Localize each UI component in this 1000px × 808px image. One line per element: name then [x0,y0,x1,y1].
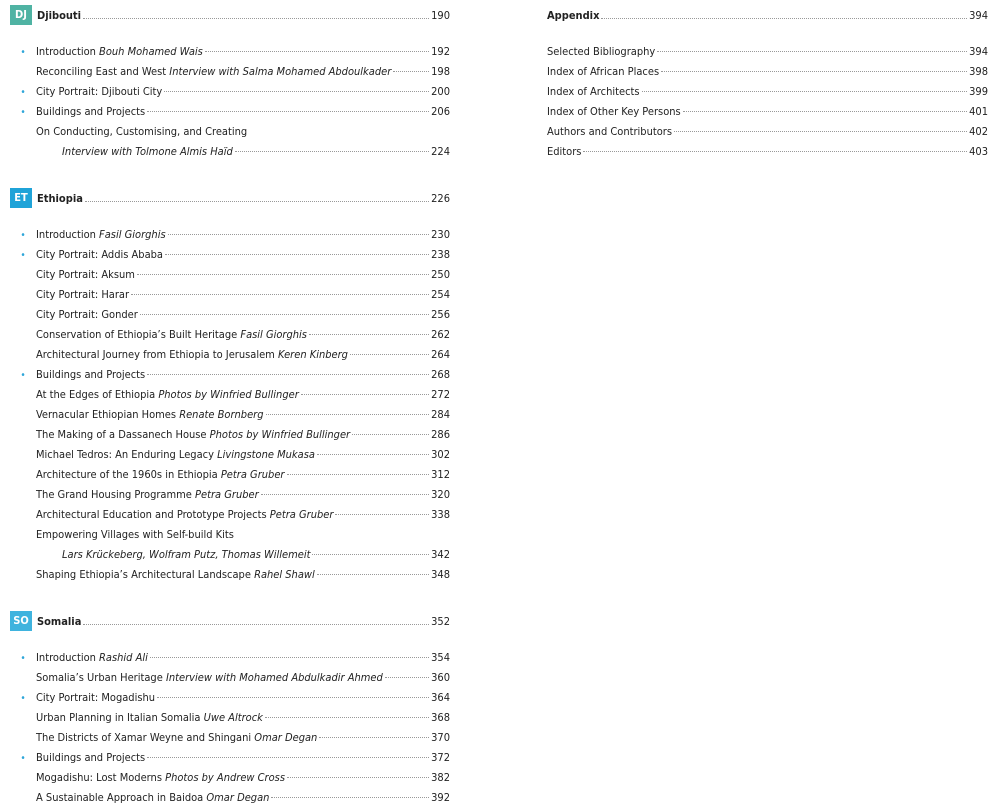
page-number: 403 [969,145,988,158]
bullet-icon: • [20,370,26,381]
toc-entry-multiline-author[interactable] [10,142,450,162]
toc-entry[interactable] [10,285,450,305]
page-number: 272 [431,388,450,401]
entry-title: A Sustainable Approach in Baidoa [36,791,207,804]
entry-title: Buildings and Projects [36,751,146,764]
toc-entry[interactable] [10,365,450,385]
section-title-ethiopia: Ethiopia [37,191,83,205]
toc-entry[interactable] [10,445,450,465]
leader-dots [157,697,429,698]
entry-title: Index of Architects [547,85,640,98]
entry-title: Michael Tedros: An Enduring Legacy [36,448,218,461]
page-number: 348 [431,568,450,581]
bullet-icon: • [20,653,26,664]
page-number: 192 [431,45,450,58]
entry-author: Petra Gruber [269,508,334,521]
page-number: 364 [431,691,450,704]
page-number: 394 [969,45,988,58]
entry-author: Bouh Mohamed Wais [99,45,203,58]
leader-dots [393,71,429,72]
entry-author: Photos by Andrew Cross [165,771,285,784]
section-ethiopia-header[interactable] [10,187,450,209]
entry-author: Fasil Giorghis [240,328,307,341]
toc-right-column [547,0,988,162]
entry-title: Architectural Education and Prototype Projects [36,508,270,521]
leader-dots [642,91,968,92]
page-number: 354 [431,651,450,664]
page-number: 401 [969,105,988,118]
leader-dots [319,737,429,738]
leader-dots [661,71,967,72]
toc-entry[interactable] [10,728,450,748]
toc-entry[interactable] [10,505,450,525]
entry-author: Petra Gruber [220,468,285,481]
entry-title: City Portrait: Gonder [36,308,138,321]
entry-title: Reconciling East and West [36,65,170,78]
leader-dots [261,494,429,495]
entry-author: Interview with Salma Mohamed Abdoulkader [169,65,392,78]
toc-entry[interactable] [10,385,450,405]
page-number: 200 [431,85,450,98]
toc-entry-multiline[interactable] [10,525,450,545]
entry-author: Uwe Altrock [203,711,263,724]
entry-title: Index of Other Key Persons [547,105,681,118]
page-number: 256 [431,308,450,321]
leader-dots [168,234,430,235]
entry-title: Editors [547,145,582,158]
toc-entry[interactable] [10,425,450,445]
entry-title: Architectural Journey from Ethiopia to Jerusalem [36,348,278,361]
bullet-icon: • [20,693,26,704]
entry-title: Introduction [36,45,100,58]
toc-entry[interactable] [10,225,450,245]
toc-entry[interactable] [10,485,450,505]
toc-entry[interactable] [10,648,450,668]
entry-author: Renate Bornberg [179,408,264,421]
toc-left-column [10,0,450,808]
entry-author: Rashid Ali [99,651,148,664]
section-appendix-header[interactable] [547,4,988,26]
leader-dots [140,314,429,315]
entry-title: The Grand Housing Programme [36,488,196,501]
leader-dots [165,254,429,255]
entry-title: Somalia’s Urban Heritage [36,671,166,684]
toc-entry[interactable] [547,62,988,82]
entry-title: City Portrait: Djibouti City [36,85,163,98]
toc-entry[interactable] [10,345,450,365]
entry-title: Introduction [36,651,100,664]
entry-title: Urban Planning in Italian Somalia [36,711,204,724]
page-number: 238 [431,248,450,261]
leader-dots [147,757,429,758]
page-number: 250 [431,268,450,281]
leader-dots [271,797,429,798]
leader-dots [601,18,967,19]
section-title-appendix: Appendix [547,8,600,22]
page-number: 382 [431,771,450,784]
entry-title: Selected Bibliography [547,45,656,58]
page-number: 286 [431,428,450,441]
toc-entry[interactable] [10,325,450,345]
entry-author: Petra Gruber [195,488,259,501]
leader-dots [164,91,429,92]
toc-entry[interactable] [10,42,450,62]
entry-title: City Portrait: Addis Ababa [36,248,163,261]
toc-entry[interactable] [547,122,988,142]
entry-title: The Making of a Dassanech House [36,428,210,441]
leader-dots [301,394,429,395]
entry-author: Photos by Winfried Bullinger [209,428,351,441]
leader-dots [137,274,429,275]
page-number: 198 [431,65,450,78]
toc-entry[interactable] [547,102,988,122]
leader-dots [335,514,429,515]
bullet-icon: • [20,47,26,58]
leader-dots [131,294,429,295]
toc-entry[interactable] [547,42,988,62]
page-number: 206 [431,105,450,118]
toc-entry[interactable] [547,82,988,102]
entry-title: At the Edges of Ethiopia [36,388,159,401]
leader-dots [352,434,429,435]
entry-title: Authors and Contributors [547,125,673,138]
leader-dots [150,657,429,658]
toc-entry[interactable] [10,465,450,485]
entry-title: City Portrait: Mogadishu [36,691,156,704]
toc-entry[interactable] [10,62,450,82]
entry-author: Omar Degan [206,791,270,804]
bullet-icon: • [20,107,26,118]
toc-entry[interactable] [10,768,450,788]
toc-entry[interactable] [10,305,450,325]
section-somalia-header[interactable] [10,610,450,632]
toc-entry[interactable] [10,102,450,122]
page-number: 360 [431,671,450,684]
entry-title: Vernacular Ethiopian Homes [36,408,180,421]
page-number: 312 [431,468,450,481]
toc-entry[interactable] [10,708,450,728]
leader-dots [317,454,429,455]
leader-dots [657,51,967,52]
page-number: 398 [969,65,988,78]
page-number: 370 [431,731,450,744]
leader-dots [83,624,429,625]
page-number: 230 [431,228,450,241]
bullet-icon: • [20,753,26,764]
toc-entry[interactable] [10,265,450,285]
leader-dots [287,777,429,778]
toc-entry[interactable] [10,82,450,102]
entry-title: Shaping Ethiopia’s Architectural Landscape [36,568,255,581]
entry-title: Introduction [36,228,100,241]
entry-title: Architecture of the 1960s in Ethiopia [36,468,221,481]
entry-title: Mogadishu: Lost Moderns [36,771,166,784]
entry-title: The Districts of Xamar Weyne and Shingani [36,731,255,744]
page-number: 320 [431,488,450,501]
section-djibouti-header[interactable] [10,4,450,26]
toc-entry-multiline-author[interactable] [10,545,450,565]
page-number: 352 [431,614,450,628]
leader-dots [309,334,429,335]
entry-author: Interview with Mohamed Abdulkadir Ahmed [165,671,383,684]
leader-dots [83,18,429,19]
leader-dots [266,414,430,415]
page-number: 338 [431,508,450,521]
country-badge-djibouti: DJ [10,5,32,25]
toc-entry[interactable] [10,688,450,708]
page-number: 368 [431,711,450,724]
toc-entry[interactable] [547,142,988,162]
entry-author: Rahel Shawl [254,568,315,581]
page-number: 262 [431,328,450,341]
toc-entry[interactable] [10,245,450,265]
leader-dots [147,111,429,112]
leader-dots [674,131,967,132]
entry-author: Livingstone Mukasa [217,448,315,461]
page-number: 399 [969,85,988,98]
leader-dots [583,151,967,152]
section-title-somalia: Somalia [37,614,82,628]
leader-dots [205,51,429,52]
leader-dots [147,374,429,375]
entry-author: Interview with Tolmone Almis Haïd [62,145,233,158]
toc-entry[interactable] [10,668,450,688]
page-number: 342 [431,548,450,561]
page-number: 302 [431,448,450,461]
page-number: 402 [969,125,988,138]
toc-entry[interactable] [10,405,450,425]
bullet-icon: • [20,87,26,98]
entry-title: City Portrait: Aksum [36,268,135,281]
entry-author: Keren Kinberg [277,348,348,361]
entry-title: City Portrait: Harar [36,288,130,301]
toc-entry-multiline[interactable] [10,122,450,142]
bullet-icon: • [20,230,26,241]
entry-title: Conservation of Ethiopia’s Built Heritage [36,328,241,341]
leader-dots [287,474,430,475]
toc-entry[interactable] [10,788,450,808]
entry-title: Buildings and Projects [36,368,146,381]
leader-dots [85,201,429,202]
country-badge-somalia: SO [10,611,32,631]
leader-dots [350,354,429,355]
country-badge-ethiopia: ET [10,188,32,208]
entry-author: Omar Degan [254,731,318,744]
entry-author: Lars Krückeberg, Wolfram Putz, Thomas Willemeit [62,548,311,561]
page-number: 372 [431,751,450,764]
entry-title: On Conducting, Customising, and Creating [36,125,248,138]
toc-entry[interactable] [10,565,450,585]
page-number: 284 [431,408,450,421]
page-number: 394 [969,8,988,22]
leader-dots [265,717,429,718]
toc-entry[interactable] [10,748,450,768]
page-number: 268 [431,368,450,381]
entry-author: Fasil Giorghis [99,228,166,241]
page-number: 190 [431,8,450,22]
page-number: 264 [431,348,450,361]
entry-title: Empowering Villages with Self-build Kits [36,528,234,541]
bullet-icon: • [20,250,26,261]
entry-title: Buildings and Projects [36,105,146,118]
entry-title: Index of African Places [547,65,660,78]
page-number: 392 [431,791,450,804]
page-number: 254 [431,288,450,301]
leader-dots [385,677,429,678]
leader-dots [683,111,967,112]
page-number: 224 [431,145,450,158]
section-title-djibouti: Djibouti [37,8,82,22]
entry-author: Photos by Winfried Bullinger [158,388,299,401]
page-number: 226 [431,191,450,205]
